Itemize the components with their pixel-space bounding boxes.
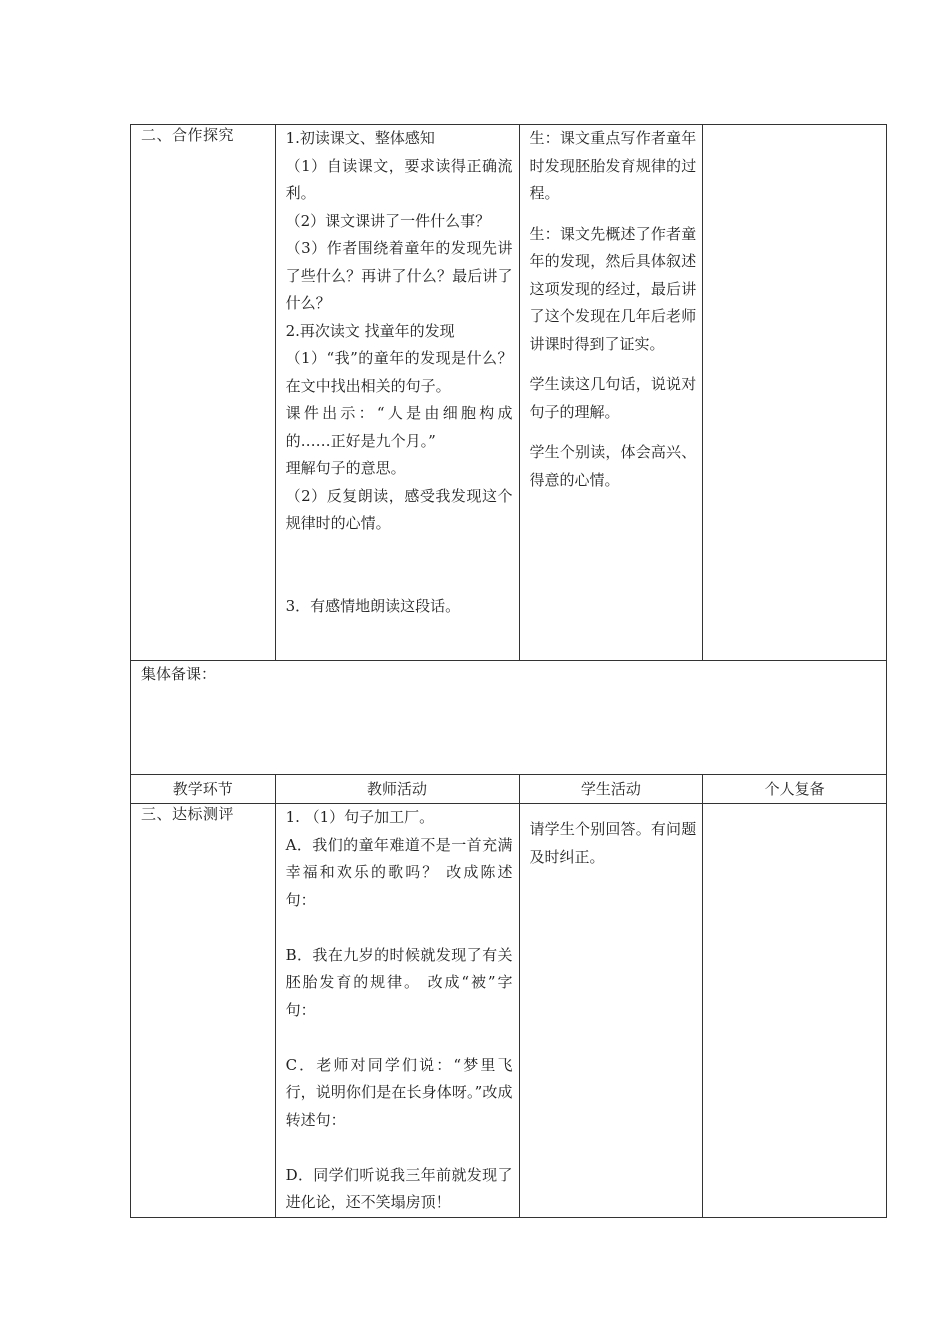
stage-cell — [131, 804, 276, 1218]
lesson-plan-table — [130, 124, 887, 1218]
text-line: 1.初读课文、整体感知 — [285, 129, 435, 147]
stage-cell — [131, 125, 276, 661]
text-line: 1. （1）句子加工厂。 — [285, 808, 435, 826]
text-line: 课件出示：“人是由细胞构成的……正好是九个月。” — [285, 404, 513, 450]
student-activity — [520, 804, 703, 871]
text-line: （2）反复朗读，感受我发现这个规律时的心情。 — [285, 486, 513, 532]
text-line: （3）作者围绕着童年的发现先讲了些什么？再讲了什么？最后讲了什么？ — [285, 239, 513, 312]
text-line: 学生读这几句话，说说对句子的理解。 — [529, 375, 697, 421]
header-student: 学生活动 — [519, 775, 703, 804]
text-line: A．我们的童年难道不是一首充满幸福和欢乐的歌吗？ 改成陈述句： — [285, 835, 513, 909]
text-line: 3．有感情地朗读这段话。 — [285, 596, 461, 615]
student-activity-cell — [519, 125, 703, 661]
teacher-activity-cell — [275, 125, 519, 661]
student-activity — [520, 125, 703, 494]
teacher-activity — [276, 804, 519, 1217]
stage-label: 二、合作探究 — [141, 126, 235, 144]
collective-prep-cell — [131, 661, 887, 775]
text-line: （1）“我”的童年的发现是什么？在文中找出相关的句子。 — [285, 349, 513, 395]
text-line: （2）课文课讲了一件什么事？ — [285, 211, 491, 230]
table-row — [131, 804, 887, 1218]
header-row — [131, 775, 887, 804]
teacher-activity-cell — [275, 804, 519, 1218]
table-row — [131, 125, 887, 661]
personal-review-cell — [703, 804, 887, 1218]
text-line: 生：课文重点写作者童年时发现胚胎发育规律的过程。 — [529, 129, 697, 202]
text-line: 学生个别读，体会高兴、得意的心情。 — [529, 443, 697, 489]
student-activity-cell — [519, 804, 703, 1218]
text-line: 理解句子的意思。 — [285, 459, 406, 477]
text-line: （1）自读课文，要求读得正确流利。 — [285, 156, 513, 202]
teacher-activity — [276, 125, 519, 620]
header-review: 个人复备 — [703, 775, 887, 804]
text-line: 生：课文先概述了作者童年的发现，然后具体叙述这项发现的经过，最后讲了这个发现在几年后老师讲课时得到了证实。 — [529, 224, 697, 353]
table-row — [131, 661, 887, 775]
collective-prep-label: 集体备课： — [141, 665, 217, 683]
text-line: C．老师对同学们说：“梦里飞行，说明你们是在长身体呀。”改成转述句： — [285, 1055, 513, 1129]
text-line: 请学生个别回答。有问题及时纠正。 — [529, 820, 697, 866]
text-line: B．我在九岁的时候就发现了有关胚胎发育的规律。 改成“被”字句： — [285, 945, 513, 1019]
text-line: 2.再次读文 找童年的发现 — [285, 321, 455, 340]
personal-review-cell — [703, 125, 887, 661]
header-teacher: 教师活动 — [275, 775, 519, 804]
stage-label: 三、达标测评 — [141, 805, 235, 823]
header-stage: 教学环节 — [131, 775, 276, 804]
text-line: D．同学们听说我三年前就发现了进化论，还不笑塌房顶！ — [285, 1165, 513, 1211]
